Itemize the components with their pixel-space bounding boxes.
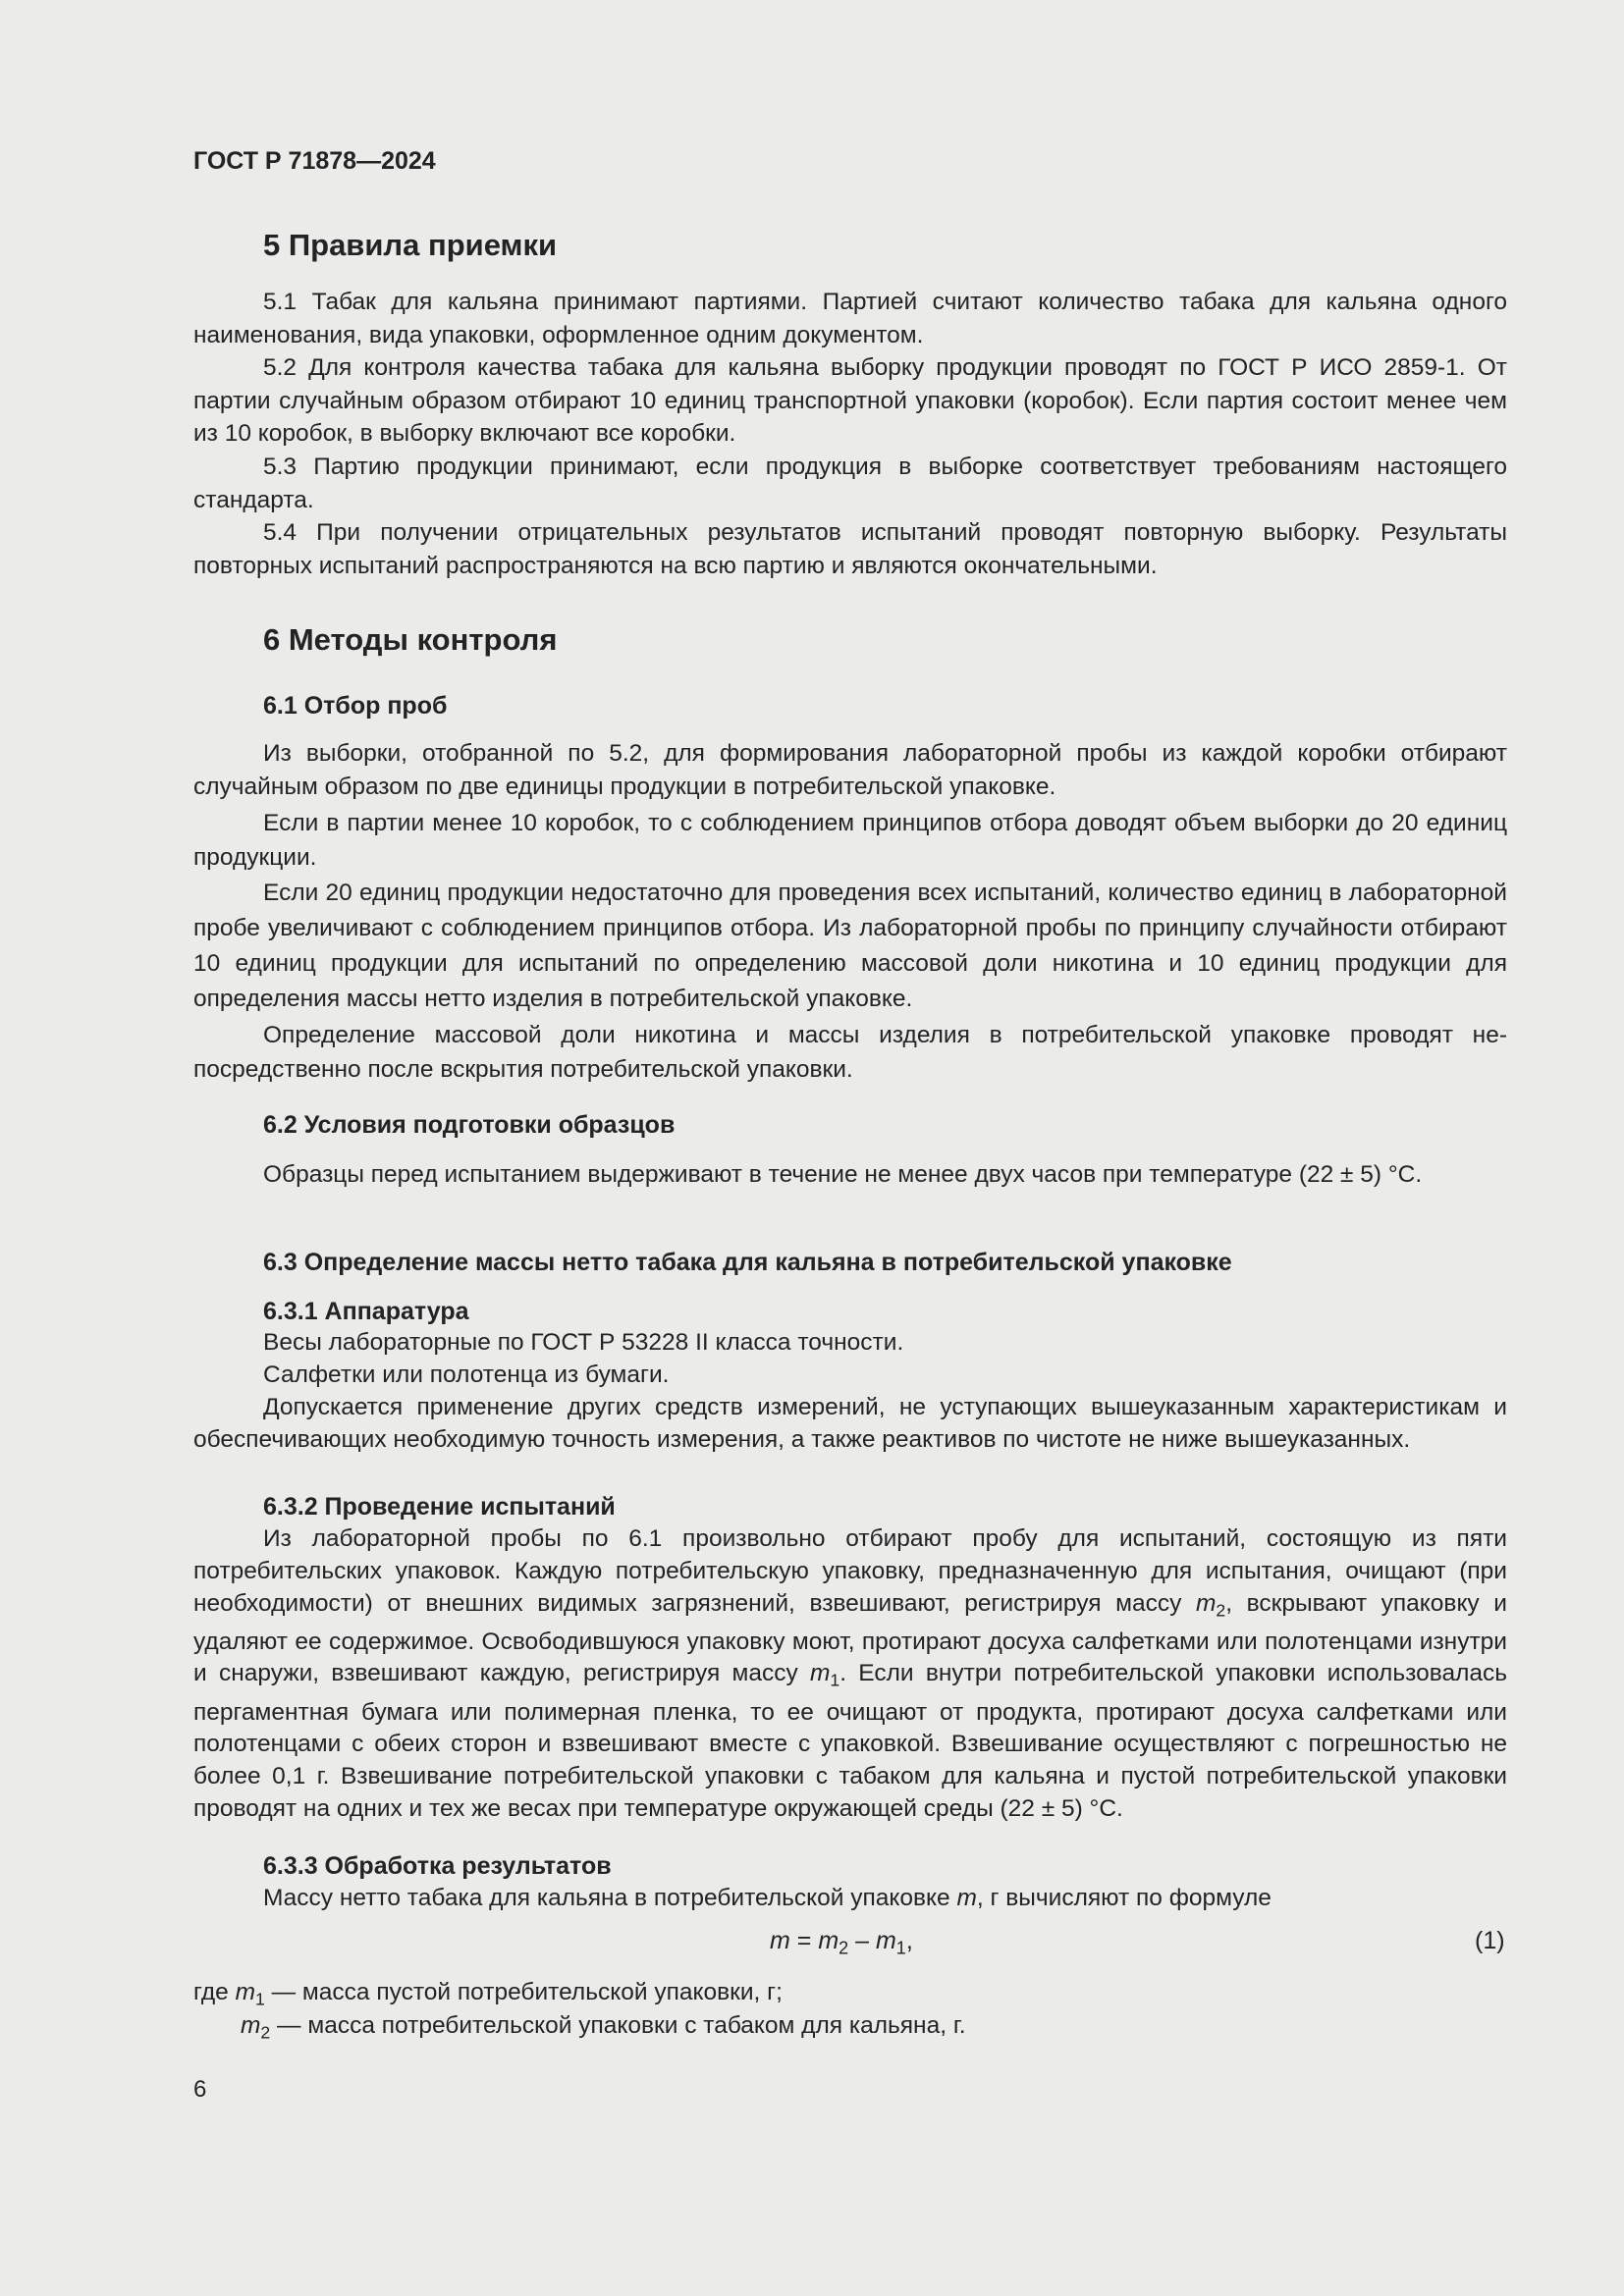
equipment-item-napkins: Салфетки или полотенца из бумаги. xyxy=(263,1362,670,1388)
para-6-3-3: Массу нетто табака для кальяна в потребительской упаковке m, г вычисляют по формуле xyxy=(263,1885,1272,1911)
section-5-title: 5 Правила приемки xyxy=(263,228,558,262)
page-number: 6 xyxy=(193,2076,207,2103)
para-6-2-1: Образцы перед испытанием выдерживают в течение не менее двух часов при температуре (22 ± 5) °С. xyxy=(263,1161,1423,1188)
para-6-1-2: Если в партии менее 10 коробок, то с соблюдением принципов отбора доводят объем выборки до 20 единиц продукции. xyxy=(193,810,1507,871)
subsection-6-3-2-title: 6.3.2 Проведение испытаний xyxy=(263,1493,616,1521)
para-6-3-2: Из лабораторной пробы по 6.1 произвольно отбирают пробу для испытаний, состоящую из пяти потребительских упаковок. Каждую потребительскую упаковку, предназначенную для испытания, очищают (при необходимости) от внешних видимых загрязнений, взвешивают, регистрируя массу $m_2$, вскрывают упаковку и удаляют ее содержимое. Освободившуюся упаковку моют, протирают досуха салфетками или полотенцами изнутри и снаружи, взвешивают каждую, регистрируя массу $m_1$. Если внутри потребительской упаковки использовалась пергаментная бумага или полимерная пленка, то ее очищают от продукта, протирают досуха салфетками или полотенцами с обеих сторон и взвешивают вместе с упаковкой. Взвешивание осуществляют с погрешностью не более 0,1 г. Взвешивание потребительской упаковки с табаком для кальяна и пустой потребительской упаковки проводят на одних и тех же весах при температуре окружающей среды (22 ± 5) °С. xyxy=(193,1525,1508,1822)
legend-m2: $m_2$ — масса потребительской упаковки с табаком для кальяна, г. xyxy=(241,2012,966,2043)
subsection-6-3-1-title: 6.3.1 Аппаратура xyxy=(263,1298,469,1325)
para-5-1: 5.1 Табак для кальяна принимают партиями. Партией считают количество табака для кальяна одного наименования, вида упаковки, оформленное одним документом. xyxy=(193,289,1507,348)
para-6-1-1: Из выборки, отобранной по 5.2, для формирования лабораторной пробы из каждой коробки отбирают случайным образом по две единицы продукции в потребительской упаковке. xyxy=(193,740,1507,800)
para-6-3-1: Допускается применение других средств измерений, не уступающих вышеуказанным характеристикам и обеспечивающих необходимую точность измерения, а также реактивов по чистоте не ниже вышеуказанных. xyxy=(193,1394,1507,1453)
para-6-1-4: Определение массовой доли никотина и массы изделия в потребительской упаковке проводят непосредственно после вскрытия потребительской упаковки. xyxy=(193,1022,1507,1083)
para-5-3: 5.3 Партию продукции принимают, если продукция в выборке соответствует требованиям настоящего стандарта. xyxy=(193,454,1507,513)
legend-m1: где $m_1$ — масса пустой потребительской упаковки, г; xyxy=(193,1979,783,2009)
formula-1: $m = m_2 - m_1$, xyxy=(770,1927,913,1958)
para-6-1-3: Если 20 единиц продукции недостаточно для проведения всех испытаний, количество единиц в лабораторной пробе увеличивают с соблюдением принципов отбора. Из лабораторной пробы по принципу случайности отбирают 10 единиц продукции для испытаний по определению массовой доли никотина и 10 единиц продукции для определения массы нетто изделия в потребительской упаковке. xyxy=(193,880,1507,1012)
subsection-6-2-title: 6.2 Условия подготовки образцов xyxy=(263,1111,676,1139)
subsection-6-1-title: 6.1 Отбор проб xyxy=(263,692,448,720)
document-header: ГОСТ Р 71878—2024 xyxy=(193,147,436,175)
section-6-title: 6 Методы контроля xyxy=(263,622,558,657)
subsection-6-3-title: 6.3 Определение массы нетто табака для кальяна в потребительской упаковке xyxy=(263,1249,1232,1276)
formula-number: (1) xyxy=(1475,1927,1505,1954)
subsection-6-3-3-title: 6.3.3 Обработка результатов xyxy=(263,1852,612,1880)
equipment-item-scales: Весы лабораторные по ГОСТ Р 53228 II класса точности. xyxy=(263,1329,904,1356)
para-5-2: 5.2 Для контроля качества табака для кальяна выборку продукции проводят по ГОСТ Р ИСО 2859-1. От партии случайным образом отбирают 10 единиц транспортной упаковки (коробок). Если партия состоит менее чем из 10 коробок, в выборку включают все коробки. xyxy=(193,354,1507,447)
para-5-4: 5.4 При получении отрицательных результатов испытаний проводят повторную выборку. Результаты повторных испытаний распространяются на всю партию и являются окончательными. xyxy=(193,519,1507,579)
